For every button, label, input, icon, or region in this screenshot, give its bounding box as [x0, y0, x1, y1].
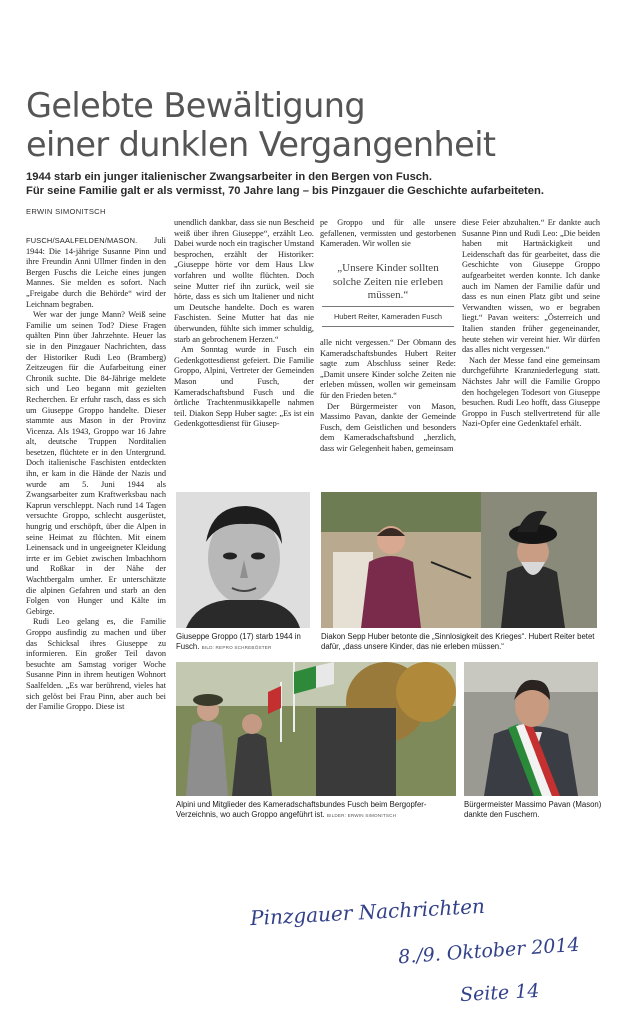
alpini-caption: Alpini und Mitglieder des Kameradschaftsbundes Fusch beim Bergopfer-Verzeichnis, wo auch Groppo angeführt ist. BILDER: ERWIN SIMONITSCH	[176, 800, 427, 819]
mayor-caption: Bürgermeister Massimo Pavan (Mason) dankte den Fuschern.	[464, 800, 602, 819]
mayor-photo	[464, 662, 598, 796]
paragraph: Der Bürgermeister von Mason, Massimo Pavan, dankte der Gemeinde Fusch, dem Geistlichen und besonders dem Kameradschaftsbund „herzlich, dass wir Gelegenheit haben, gemeinsam	[320, 401, 456, 453]
subtitle-line-2: Für seine Familie galt er als vermisst, 70 Jahre lang – bis Pinzgauer die Geschichte aufarbeiteten.	[26, 185, 544, 197]
alpini-image	[176, 662, 456, 796]
portrait-caption: Giuseppe Groppo (17) starb 1944 in Fusch. BILD: REPRO SCHREBÖSTER	[176, 632, 301, 651]
paragraph: Nach der Messe fand eine gemeinsam durchgeführte Kranzniederlegung statt. Nächstes Jahr will die Familie Groppo den hochgelegen Todesort von Giuseppe besuchen. Rudi Leo hofft, dass Giuseppe Groppo in Fusch stellvertretend für alle Nazi-Opfer eine Gedenktafel erhält.	[462, 355, 600, 429]
subtitle-line-1: 1944 starb ein junger italienischer Zwangsarbeiter in den Bergen von Fusch.	[26, 171, 432, 183]
handwritten-date: 8./9. Oktober 2014	[397, 933, 581, 969]
portrait-image	[176, 492, 310, 628]
dateline: FUSCH/SAALFELDEN/MASON.	[26, 236, 138, 245]
article-column-3	[320, 338, 456, 488]
article-column-2	[174, 218, 314, 490]
pull-quote-source: Hubert Reiter, Kameraden Fusch	[333, 312, 443, 321]
pull-quote: „Unsere Kinder sollten solche Zeiten nie erleben müssen.“	[332, 262, 444, 301]
article-column-4	[462, 218, 600, 490]
article-column-3-top	[320, 218, 456, 252]
article-title	[26, 86, 606, 164]
photo-credit: BILDER: ERWIN SIMONITSCH	[326, 813, 397, 818]
author-byline: ERWIN SIMONITSCH	[26, 207, 106, 216]
paragraph: Rudi Leo gelang es, die Familie Groppo ausfindig zu machen und über das Schicksal ihres Giuseppe zu informieren. Ein großer Teil davon besuchte am Samstag voriger Woche Susanne Pinn in ihrem heutigen Wohnort Saalfelden. „Es war berührend, vieles hat sich gelöst bei Frau Pinn, aber auch bei der Familie Groppo. Diese ist	[26, 617, 166, 712]
handwritten-page: Seite 14	[459, 979, 540, 1007]
paragraph: Wer war der junge Mann? Weiß seine Familie um seinen Tod? Diese Fragen quälten Pinn über Jahrzehnte. Heuer las sie in den Pinzgauer Nachrichten, dass der Historiker Rudi Leo (Bramberg) Zeitzeugen für die Aufarbeitung einer Chronik suchte. Die 84-Jährige meldete sich und Leo begann mit gezielten Recherchen. Er erfuhr rasch, dass es sich um Giuseppe Groppo handelte. Dieser stammte aus Mason in der Provinz Vicenza. Als 1943, Groppo war 16 Jahre alt, deutsche Truppen Norditalien besetzen, flüchtete er in den Untergrund. Doch italienische Faschisten entdeckten ihn, er kam in die Hände der Nazis und wurde am 5. Juni 1944 als Zwangsarbeiter zum Kraftwerksbau nach Kaprun verschleppt. Nach rund 14 Tagen versuchte Groppo, schlecht ausgerüstet, hungrig und erschöpft, über die Alpen in seine Heimat zu flüchten. Mit einem Leinensack und in ungeeigneter Kleidung irrte er im Gebiet zwischen Imbachhorn und Roßkar in der Nähe der Wachtbergalm umher. Er unterschätzte die alpinen Gefahren und starb an den Folgen von Hunger und Kälte im Gebirge.	[26, 310, 166, 616]
paragraph: FUSCH/SAALFELDEN/MASON. Juli 1944: Die 14-jährige Susanne Pinn und ihre Freundin Anni Ullmer finden in den Bergen Fuschs die Leiche eines jungen Mannes. Sie melden es sofort. Nach „Freigabe durch die Behörde“ wird der Leichnam begraben.	[26, 236, 166, 309]
quote-divider	[322, 326, 454, 327]
mayor-image	[464, 662, 598, 796]
paragraph: alle nicht vergessen.“ Der Obmann des Kameradschaftsbundes Hubert Reiter sagte zum Abschluss seiner Rede: „Damit unsere Kinder solche Zeiten nie erleben müssen, wollen wir gemeinsam für den Frieden beten.“	[320, 338, 456, 400]
title-line-1: Gelebte Bewältigung	[26, 86, 366, 125]
article-column-1	[26, 236, 166, 824]
handwritten-source: Pinzgauer Nachrichten	[249, 893, 486, 931]
paragraph: diese Feier abzuhalten.“ Er dankte auch Susanne Pinn und Rudi Leo: „Die beiden haben mit Hartnäckigkeit und Leidenschaft das für gearbeitet, dass die Geschichte von Giuseppe Groppo aufgearbeitet werden konnte. Ich danke auch im Namen der Familie dafür und dass es nun einen Platz gibt und seine Verwandten wissen, wo er begraben liegt.“ Pavan weiters: „Österreich und Italien standen früher gegeneinander, heute stehen wir vereint hier. Wir dürfen das alles nicht vergessen.“	[462, 218, 600, 355]
deacon-photo	[321, 492, 597, 628]
portrait-photo	[176, 492, 310, 628]
photo-credit: BILD: REPRO SCHREBÖSTER	[201, 645, 272, 650]
alpini-photo	[176, 662, 456, 796]
deacon-image	[321, 492, 597, 628]
paragraph: Am Sonntag wurde in Fusch ein Gedenkgottesdienst gefeiert. Die Familie Groppo, Alpini, Vertreter der Gemeinden Mason und Fusch, der Kameradschaftsbund Fusch und die örtliche Trachtenmusikkapelle nahmen teil. Diakon Sepp Huber sagte: „Es ist ein Gedenkgottesdienst für Giusep-	[174, 345, 314, 429]
paragraph: pe Groppo und für alle unsere gefallenen, vermissten und gestorbenen Kameraden. Wir wollen sie	[320, 218, 456, 249]
paragraph: unendlich dankbar, dass sie nun Bescheid weiß über ihren Giuseppe“, erzählt Leo. Dabei wurde noch ein tragischer Umstand besprochen, erzählt der Historiker: „Giuseppe hörte vor dem Haus Lkw vorfahren und wollte flüchten. Doch seine Mutter rief ihn zurück, weil sie hörte, dass es sich um Italiener und nicht um Deutsche handelte. Doch es waren Faschisten. Seine Mutter hat das nie überwunden, fühlte sich immer schuldig, starb an gebrochenem Herzen.“	[174, 218, 314, 344]
article-subtitle	[26, 170, 616, 198]
quote-divider	[322, 306, 454, 307]
title-line-2: einer dunklen Vergangenheit	[26, 125, 496, 164]
deacon-caption: Diakon Sepp Huber betonte die „Sinnlosigkeit des Krieges“. Hubert Reiter betet dafür, „dass unsere Kinder, das nie erleben müssen.“	[321, 632, 595, 651]
